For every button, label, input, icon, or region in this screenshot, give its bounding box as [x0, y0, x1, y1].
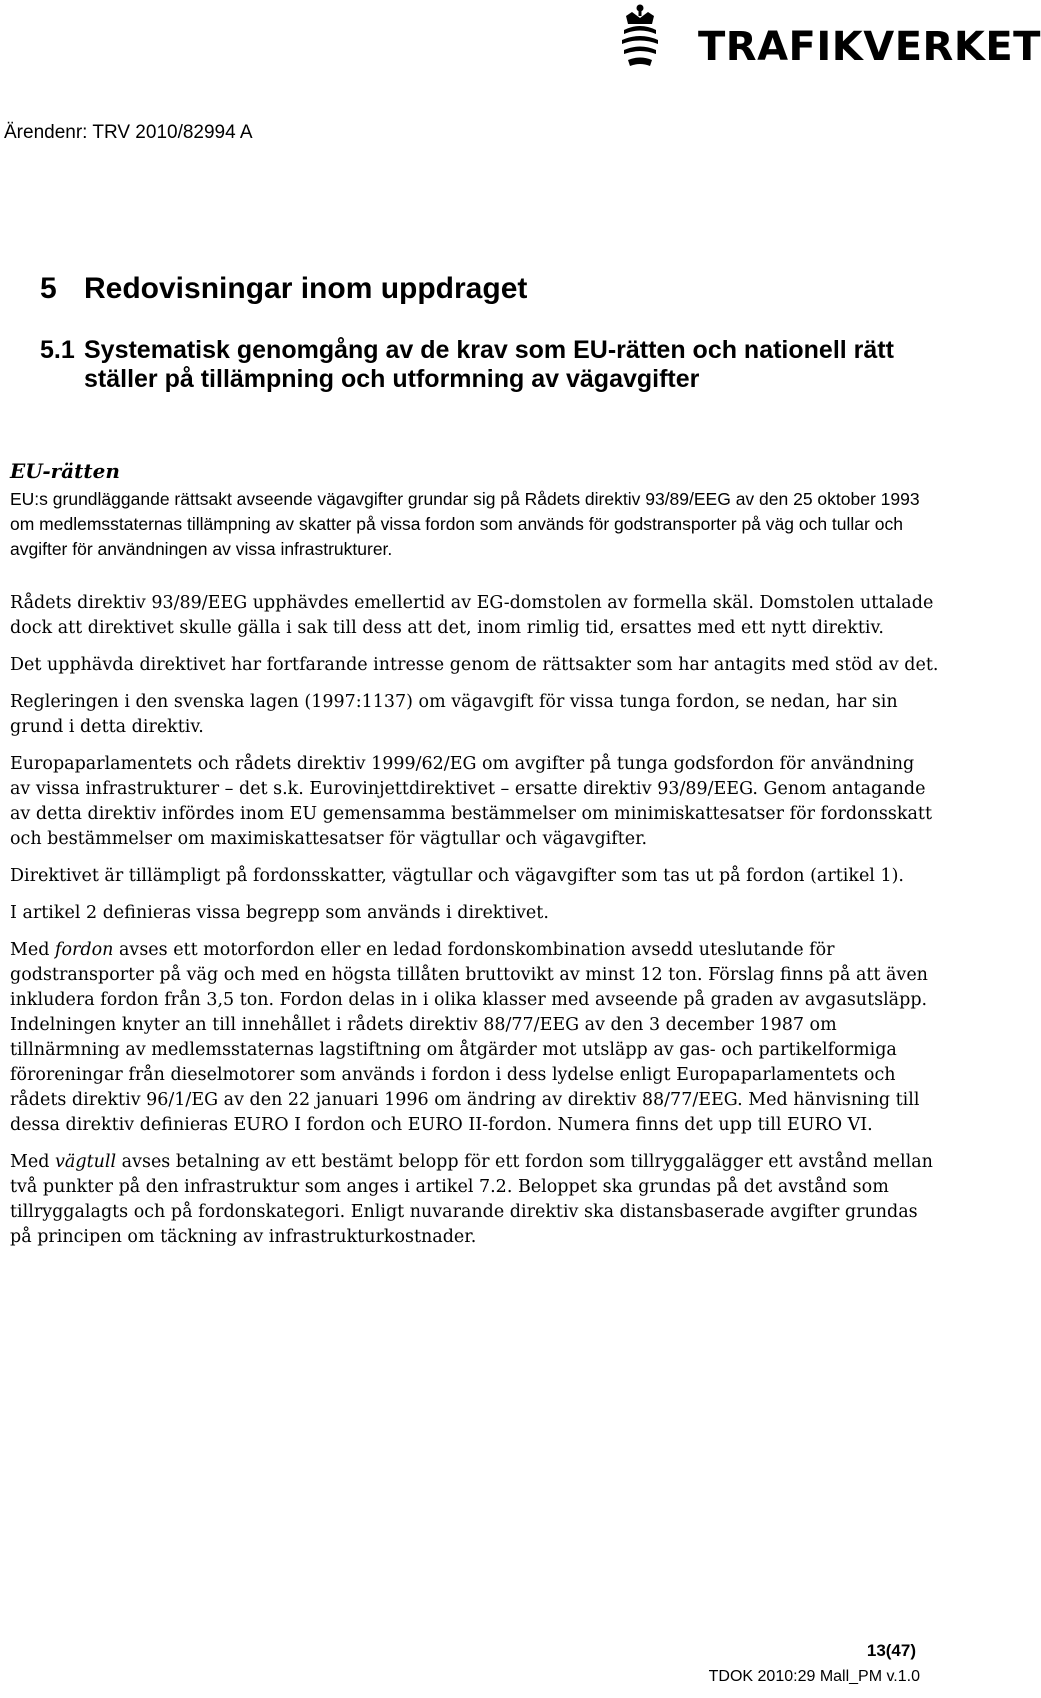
paragraph: Rådets direktiv 93/89/EEG upphävdes emellertid av EG-domstolen av formella skäl. Domstolen uttalade dock att direktivet skulle gälla i sak till dess att det, inom rimlig tid, ersattes med ett nytt direktiv.: [10, 593, 934, 638]
case-number: Ärendenr: TRV 2010/82994 A: [4, 122, 253, 143]
paragraph: Det upphävda direktivet har fortfarande intresse genom de rättsakter som har antagits med stöd av det.: [10, 655, 939, 675]
paragraph-lead: Med: [10, 1152, 56, 1172]
paragraph: Direktivet är tillämpligt på fordonsskatter, vägtullar och vägavgifter som tas ut på fordon (artikel 1).: [10, 866, 904, 886]
subsection-heading: EU-rätten: [10, 459, 120, 483]
paragraph-lead: Med: [10, 940, 56, 960]
section-title: Systematisk genomgång av de krav som EU-rätten och nationell rätt ställer på tillämpning och utformning av vägavgifter: [84, 336, 894, 393]
page-number: 13(47): [866, 1641, 916, 1660]
paragraph-body: avses betalning av ett bestämt belopp för ett fordon som tillryggalägger ett avstånd mellan två punkter på den infrastruktur som anges i artikel 7.2. Beloppet ska grundas på det avstånd som tillryggalagts och på fordonskategori. Enligt nuvarande direktiv ska distansbaserade avgifter grundas på principen om täckning av infrastrukturkostnader.: [10, 1152, 933, 1247]
paragraph: I artikel 2 definieras vissa begrepp som används i direktivet.: [10, 903, 549, 923]
chapter-heading: [40, 272, 527, 306]
defined-term: fordon: [55, 940, 114, 960]
paragraph: Europaparlamentets och rådets direktiv 1999/62/EG om avgifter på tunga godsfordon för användning av vissa infrastrukturer – det s.k. Eurovinjettdirektivet – ersatte direktiv 93/89/EEG. Genom antagande av detta direktiv infördes inom EU gemensamma bestämmelser om minimiskattesatser för fordonsskatt och bestämmelser om maximiskattesatser för vägtullar och vägavgifter.: [10, 754, 932, 849]
chapter-title: Redovisningar inom uppdraget: [84, 272, 528, 305]
paragraph-vagtull: [10, 1150, 940, 1250]
paragraph: EU:s grundläggande rättsakt avseende vägavgifter grundar sig på Rådets direktiv 93/89/EEG av den 25 oktober 1993 om medlemsstaternas tillämpning av skatter på vissa fordon som används för godstransporter på väg och tullar och avgifter för användningen av vissa infrastrukturer.: [10, 489, 920, 559]
section-number: 5.1: [40, 336, 75, 364]
trafikverket-logo: [620, 0, 1041, 80]
section-heading: [40, 336, 920, 394]
paragraph-body: avses ett motorfordon eller en ledad fordonskombination avsedd uteslutande för godstransporter på väg och med en högsta tillåten bruttovikt av minst 12 ton. Förslag finns på att även inkludera fordon från 3,5 ton. Fordon delas in i olika klasser med avseende på graden av avgasutsläpp. Indelningen knyter an till innehållet i rådets direktiv 88/77/EEG av den 3 december 1987 om tillnärmning av medlemsstaternas lagstiftning om åtgärder mot utsläpp av gas- och partikelformiga föroreningar från dieselmotorer som används i fordon i dess lydelse enligt Europaparlamentets och rådets direktiv 96/1/EG av den 22 januari 1996 om ändring av direktiv 88/77/EEG. Med hänvisning till dessa direktiv definieras EURO I fordon och EURO II-fordon. Numera finns det upp till EURO VI.: [10, 940, 928, 1135]
paragraph-fordon: [10, 938, 940, 1138]
defined-term: vägtull: [55, 1152, 117, 1172]
chapter-number: 5: [40, 272, 57, 305]
document-template-id: TDOK 2010:29 Mall_PM v.1.0: [708, 1668, 920, 1685]
body-text: [10, 591, 940, 1262]
paragraph: Regleringen i den svenska lagen (1997:1137) om vägavgift för vissa tunga fordon, se nedan, har sin grund i detta direktiv.: [10, 692, 898, 737]
logo-wordmark: TRAFIKVERKET: [698, 24, 1041, 70]
crown-emblem-icon: [620, 0, 700, 80]
